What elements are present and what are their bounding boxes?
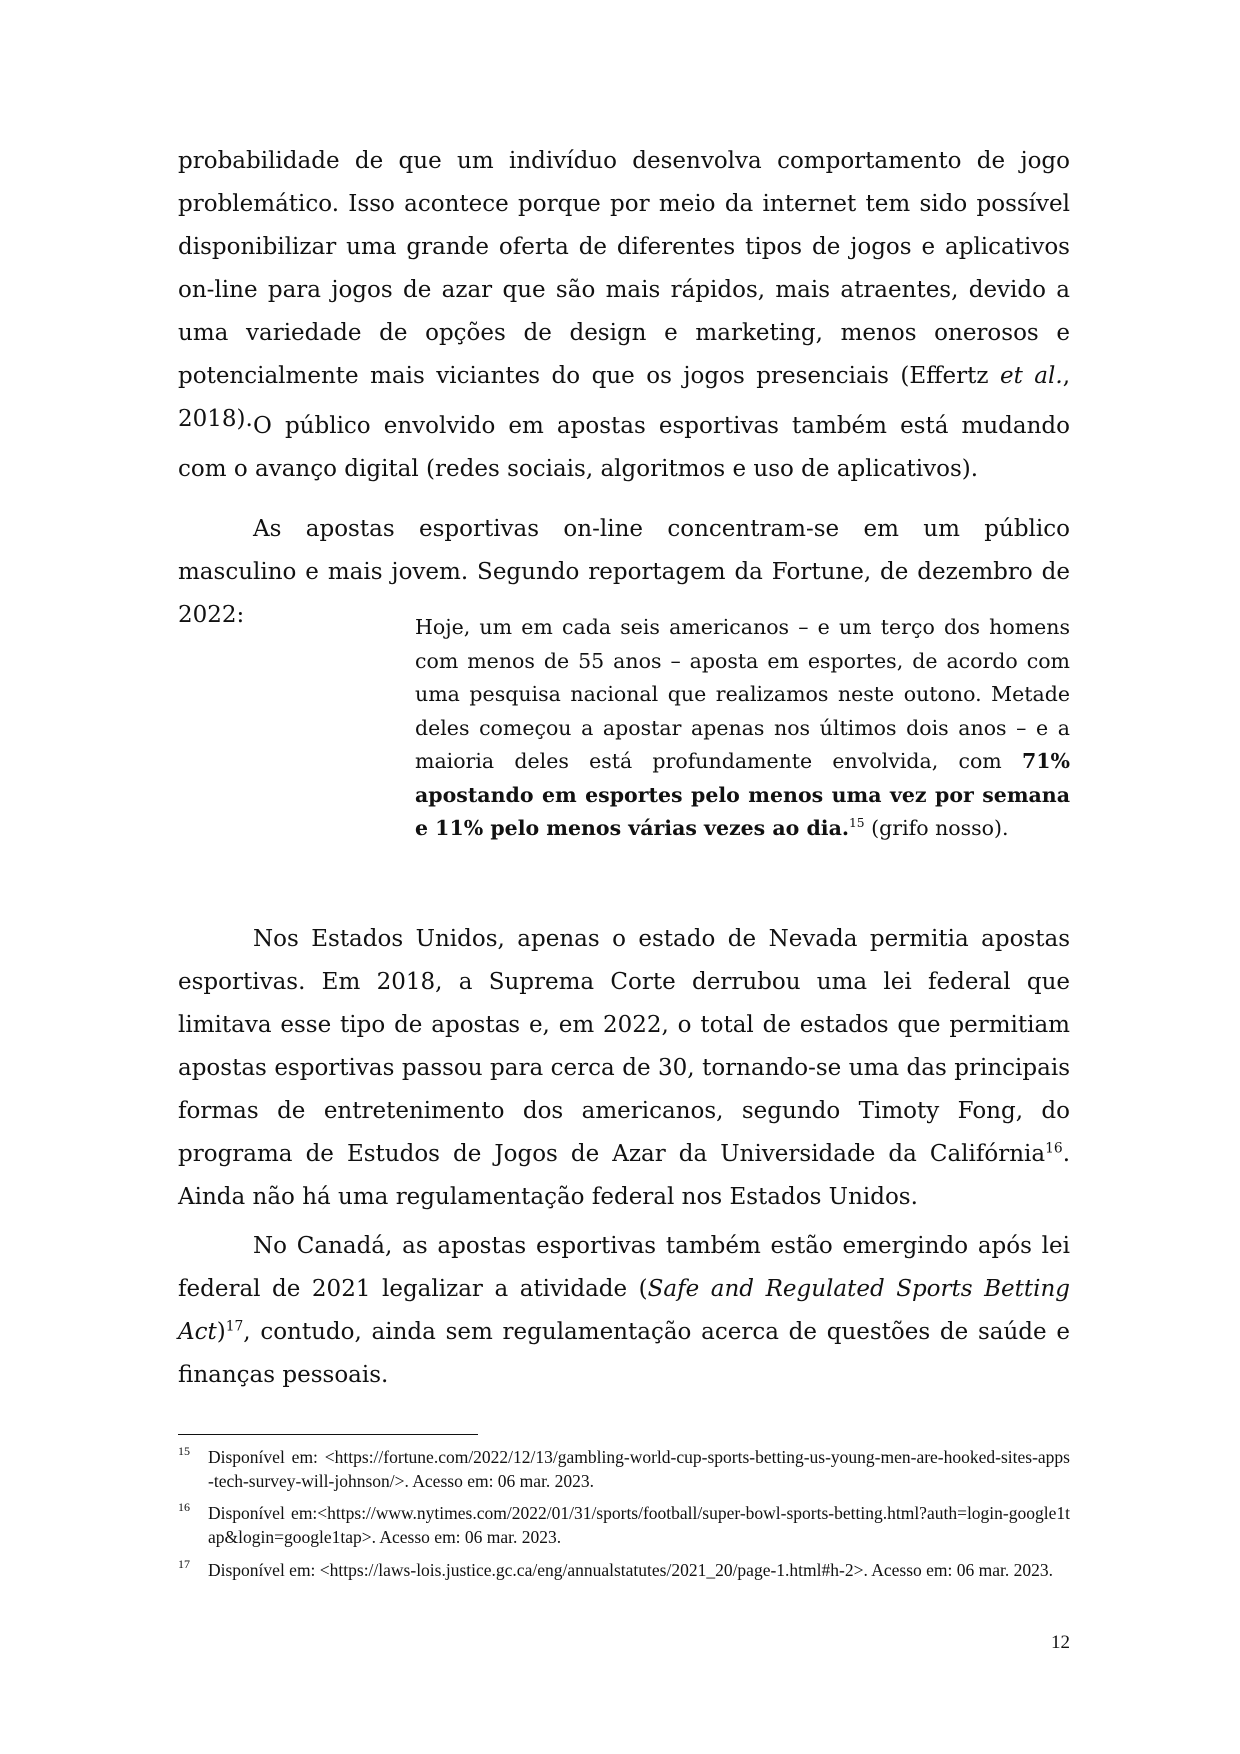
paragraph-text: , contudo, ainda sem regulamentação acerca de questões de saúde e finanças pessoais. <box>178 1319 1070 1388</box>
paragraph-canada <box>178 1225 1070 1397</box>
paragraph-text: probabilidade de que um indivíduo desenvolva comportamento de jogo problemático. Isso acontece porque por meio da internet tem sido possível disponibilizar uma grande oferta de diferentes tipos de jogos e aplicativos on-line para jogos de azar que são mais rápidos, mais atraentes, devido a uma variedade de opções de design e marketing, menos onerosos e potencialmente mais viciantes do que os jogos presenciais (Effertz <box>178 148 1070 389</box>
paragraph-public-digital <box>178 405 1070 491</box>
paragraph-text: ) <box>216 1319 226 1345</box>
footnote-number: 17 <box>178 1557 190 1571</box>
paragraph-text: No Canadá, as apostas esportivas também estão emergindo após lei federal de 2021 legalizar a atividade ( <box>178 1233 1070 1302</box>
paragraph-text: , 2018). <box>178 363 1070 432</box>
quote-emphasis: 71% apostando em esportes pelo menos uma vez por semana e 11% pelo menos várias vezes ao dia. <box>415 749 1070 840</box>
quote-text: Hoje, um em cada seis americanos – e um terço dos homens com menos de 55 anos – aposta em esportes, de acordo com uma pesquisa nacional que realizamos neste outono. Metade deles começou a apostar apenas nos últimos dois anos – e a maioria deles está profundamente envolvida, com <box>415 615 1070 773</box>
block-quote-fortune <box>415 611 1070 846</box>
footnote-ref-16: 16 <box>1045 1140 1063 1157</box>
footnote-text: Disponível em:<https://www.nytimes.com/2022/01/31/sports/football/super-bowl-sports-betting.html?auth=login-google1tap&login=google1tap>. Acesso em: 06 mar. 2023. <box>208 1503 1070 1547</box>
footnote-ref-17: 17 <box>225 1318 244 1335</box>
paragraph-text: O público envolvido em apostas esportivas também está mudando com o avanço digital (redes sociais, algoritmos e uso de aplicativos). <box>178 413 1070 482</box>
footnote-text: Disponível em: <https://fortune.com/2022/12/13/gambling-world-cup-sports-betting-us-young-men-are-hooked-sites-apps-tech-survey-will-johnson/>. Acesso em: 06 mar. 2023. <box>208 1447 1070 1491</box>
paragraph-text: . Ainda não há uma regulamentação federal nos Estados Unidos. <box>178 1141 1070 1210</box>
footnote-number: 15 <box>178 1444 190 1458</box>
paragraph-united-states <box>178 918 1070 1219</box>
paragraph-text: Nos Estados Unidos, apenas o estado de Nevada permitia apostas esportivas. Em 2018, a Suprema Corte derrubou uma lei federal que limitava esse tipo de apostas e, em 2022, o total de estados que permitiam apostas esportivas passou para cerca de 30, tornando-se uma das principais formas de entretenimento dos americanos, segundo Timoty Fong, do programa de Estudos de Jogos de Azar da Universidade da Califórnia <box>178 926 1070 1167</box>
footnote-17 <box>178 1558 1070 1582</box>
footnote-16 <box>178 1501 1070 1549</box>
paragraph-gambling-internet <box>178 140 1070 441</box>
footnote-separator <box>178 1434 478 1435</box>
footnote-15 <box>178 1445 1070 1493</box>
footnote-ref-15: 15 <box>848 816 865 831</box>
page-number: 12 <box>1051 1632 1070 1653</box>
quote-text: (grifo nosso). <box>864 816 1009 840</box>
footnote-text: Disponível em: <https://laws-lois.justice.gc.ca/eng/annualstatutes/2021_20/page-1.html#h-2>. Acesso em: 06 mar. 2023. <box>208 1560 1054 1580</box>
paragraph-text: As apostas esportivas on-line concentram-se em um público masculino e mais jovem. Segundo reportagem da Fortune, de dezembro de 2022: <box>178 516 1070 628</box>
act-title: Safe and Regulated Sports Betting Act <box>178 1276 1070 1345</box>
citation-et-al: et al. <box>999 363 1063 389</box>
footnote-number: 16 <box>178 1500 190 1514</box>
